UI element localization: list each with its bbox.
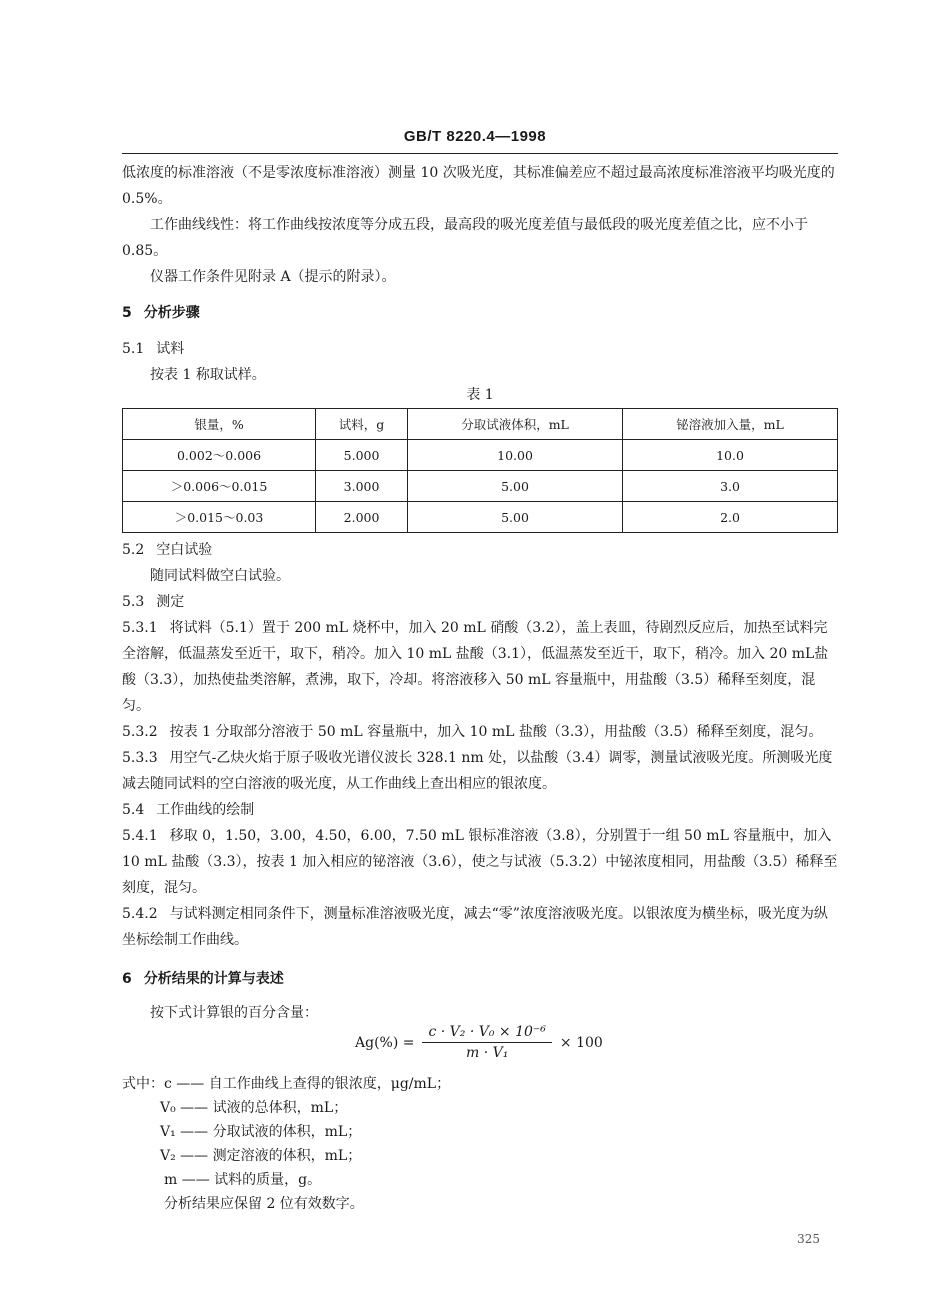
section-5-heading <box>122 300 838 326</box>
section-5-4-2-number: 5.4.2 <box>122 906 158 922</box>
table-row <box>123 440 838 471</box>
section-5-3-3 <box>122 745 838 797</box>
section-5-3-3-number: 5.3.3 <box>122 750 158 766</box>
table-header-cell: 试料，g <box>316 409 408 440</box>
procedure-block <box>122 537 838 953</box>
section-5-3-2-number: 5.3.2 <box>122 724 158 740</box>
section-5-2-number: 5.2 <box>122 542 145 558</box>
section-5-1-title: 试料 <box>156 341 185 357</box>
section-5-2-text: 随同试料做空白试验。 <box>150 568 290 584</box>
table-cell: 3.0 <box>623 471 838 502</box>
section-5-4-number: 5.4 <box>122 802 145 818</box>
section-5-4-title: 工作曲线的绘制 <box>156 802 255 818</box>
intro-paragraph-1: 低浓度的标准溶液（不是零浓度标准溶液）测量 10 次吸光度，其标准偏差应不超过最高浓度标准溶液平均吸光度的 0.5%。 <box>122 165 835 207</box>
table-header-row <box>123 409 838 440</box>
section-5-1-number: 5.1 <box>122 341 145 357</box>
section-5-3-2-text: 按表 1 分取部分溶液于 50 mL 容量瓶中，加入 10 mL 盐酸（3.3），用盐酸（3.5）稀释至刻度，混匀。 <box>169 724 823 740</box>
formula-fraction <box>422 1024 551 1061</box>
definition-line: V₁ —— 分取试液的体积，mL； <box>160 1124 362 1140</box>
section-5-3-1 <box>122 615 838 719</box>
intro-block <box>122 160 838 290</box>
section-5-3-2 <box>122 719 838 745</box>
table-header-cell: 铋溶液加入量，mL <box>623 409 838 440</box>
intro-paragraph-2: 工作曲线线性：将工作曲线按浓度等分成五段，最高段的吸光度差值与最低段的吸光度差值之比，应不小于 0.85。 <box>122 217 808 259</box>
formula-denominator: m · V₁ <box>466 1045 509 1061</box>
page-number: 325 <box>797 1232 820 1246</box>
section-5-2-title: 空白试验 <box>156 542 213 558</box>
section-5-3-number: 5.3 <box>122 594 145 610</box>
section-5-3-3-text: 用空气-乙炔火焰于原子吸收光谱仪波长 328.1 nm 处，以盐酸（3.4）调零，测量试液吸光度。所测吸光度减去随同试料的空白溶液的吸光度，从工作曲线上查出相应的银浓度。 <box>122 750 833 792</box>
intro-paragraph-3: 仪器工作条件见附录 A（提示的附录）。 <box>150 269 396 285</box>
table-header-cell: 银量，% <box>123 409 316 440</box>
definition-line: 式中：c —— 自工作曲线上查得的银浓度，μg/mL； <box>122 1076 451 1092</box>
section-5-3-title: 测定 <box>156 594 185 610</box>
section-5-4-1 <box>122 823 838 901</box>
table-cell: 5.00 <box>408 502 623 533</box>
formula-lhs: Ag(%) = <box>355 1034 415 1051</box>
formula-rhs: × 100 <box>559 1034 603 1051</box>
table-cell: ＞0.006～0.015 <box>123 471 316 502</box>
section-5-1 <box>122 336 838 388</box>
definition-line: V₀ —— 试液的总体积，mL； <box>160 1100 348 1116</box>
section-5-1-text: 按表 1 称取试样。 <box>150 367 266 383</box>
section-5-3-1-text: 将试料（5.1）置于 200 mL 烧杯中，加入 20 mL 硝酸（3.2），盖上表皿，待剧烈反应后，加热至试料完全溶解，低温蒸发至近干，取下，稍冷。加入 10 mL 盐酸（3.1），低温蒸发至近干，取下，稍冷。加入 20 mL盐酸（3.3），加热使盐类溶解，煮沸，取下，冷却。将溶液移入 50 mL 容量瓶中，用盐酸（3.5）稀释至刻度，混匀。 <box>122 620 829 714</box>
standard-number-header: GB/T 8220.4—1998 <box>403 128 547 145</box>
definition-line: m —— 试料的质量，g。 <box>164 1172 322 1188</box>
table-cell: 5.00 <box>408 471 623 502</box>
section-5-4-1-number: 5.4.1 <box>122 828 158 844</box>
section-6-title: 分析结果的计算与表述 <box>143 971 284 987</box>
section-5-number: 5 <box>122 305 132 321</box>
section-5-3-1-number: 5.3.1 <box>122 620 158 636</box>
table-header-cell: 分取试液体积，mL <box>408 409 623 440</box>
section-5-4-1-text: 移取 0，1.50，3.00，4.50，6.00，7.50 mL 银标准溶液（3.8），分别置于一组 50 mL 容量瓶中，加入 10 mL 盐酸（3.3），按表 1 加入相应的铋溶液（3.6），使之与试液（5.3.2）中铋浓度相同，用盐酸（3.5）稀释至刻度，混匀。 <box>122 828 838 896</box>
sample-table <box>122 408 838 533</box>
definition-line: V₂ —— 测定溶液的体积，mL； <box>160 1148 362 1164</box>
section-6-heading <box>122 966 838 992</box>
formula-numerator: c · V₂ · V₀ × 10⁻⁶ <box>422 1024 551 1043</box>
header-rule <box>122 153 838 154</box>
table-cell: 2.0 <box>623 502 838 533</box>
table-cell: 10.00 <box>408 440 623 471</box>
table-cell: ＞0.015～0.03 <box>123 502 316 533</box>
table-cell: 2.000 <box>316 502 408 533</box>
table-cell: 5.000 <box>316 440 408 471</box>
section-5-title: 分析步骤 <box>143 305 200 321</box>
table-caption: 表 1 <box>466 387 494 403</box>
section-6-number: 6 <box>122 971 132 987</box>
table-row <box>123 502 838 533</box>
section-6-intro: 按下式计算银的百分含量： <box>150 1005 318 1021</box>
definitions-block <box>122 1072 838 1216</box>
result-note: 分析结果应保留 2 位有效数字。 <box>164 1196 364 1212</box>
section-5-4-2 <box>122 901 838 953</box>
table-cell: 0.002～0.006 <box>123 440 316 471</box>
table-cell: 3.000 <box>316 471 408 502</box>
table-cell: 10.0 <box>623 440 838 471</box>
table-row <box>123 471 838 502</box>
formula <box>355 1024 603 1061</box>
section-5-4-2-text: 与试料测定相同条件下，测量标准溶液吸光度，减去“零”浓度溶液吸光度。以银浓度为横坐标，吸光度为纵坐标绘制工作曲线。 <box>122 906 828 948</box>
